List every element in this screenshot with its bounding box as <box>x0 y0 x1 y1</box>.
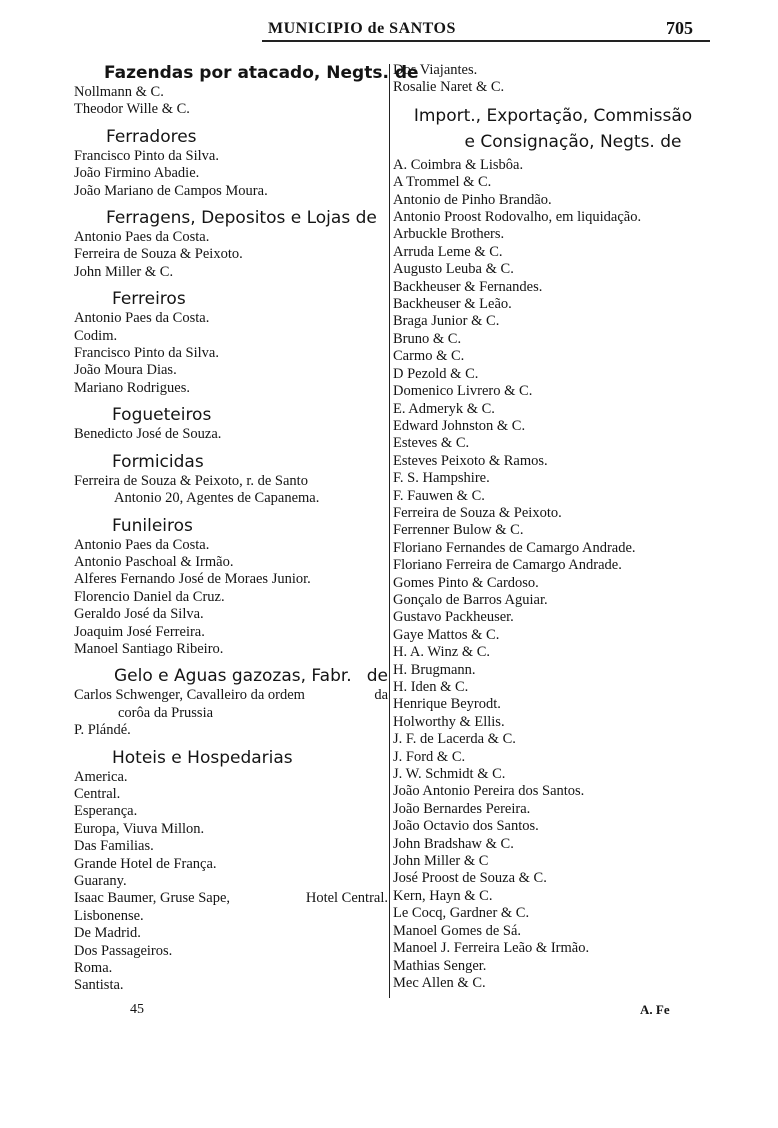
list-item: Le Cocq, Gardner & C. <box>393 905 530 922</box>
list-item: H. Brugmann. <box>393 661 476 678</box>
list-item: Codim. <box>74 327 118 344</box>
list-item: João Antonio Pereira dos Santos. <box>393 783 585 800</box>
list-item: Esteves Peixoto & Ramos. <box>393 452 548 469</box>
section-fogueteiros <box>74 404 388 443</box>
list-item: Florencio Daniel da Cruz. <box>74 588 225 605</box>
section-heading: Funileiros <box>112 515 193 536</box>
list-item: Manoel Santiago Ribeiro. <box>74 640 224 657</box>
section-fazendas <box>74 62 419 119</box>
list-item: Henrique Beyrodt. <box>393 696 501 713</box>
list-item: J. F. de Lacerda & C. <box>393 731 516 748</box>
list-item: Backheuser & Fernandes. <box>393 278 543 295</box>
list-item: Ferreira de Souza & Peixoto, r. de Santo <box>74 472 308 489</box>
list-item: Braga Junior & C. <box>393 313 500 330</box>
section-hoteis <box>74 747 388 995</box>
list-item: Kern, Hayn & C. <box>393 887 493 904</box>
list-item: Manoel Gomes de Sá. <box>393 922 522 939</box>
list-item: Dos Passageiros. <box>74 942 173 959</box>
signature-mark: 45 <box>130 1002 144 1017</box>
list-item <box>74 890 388 907</box>
list-item: America. <box>74 768 128 785</box>
list-item: Antonio Proost Rodovalho, em liquidação. <box>393 209 642 226</box>
left-column <box>74 62 419 995</box>
list-item: Central. <box>74 785 121 802</box>
list-item: Francisco Pinto da Silva. <box>74 345 219 362</box>
section-heading: Ferradores <box>106 126 197 147</box>
list-item: Esperança. <box>74 803 138 820</box>
list-item: Gustavo Packheuser. <box>393 609 514 626</box>
section-heading-line2: e Consignação, Negts. de <box>464 131 682 152</box>
list-item: Antonio Paschoal & Irmão. <box>74 553 234 570</box>
list-item: Joaquim José Ferreira. <box>74 623 205 640</box>
list-item: Rosalie Naret & C. <box>393 79 505 96</box>
list-item: Geraldo José da Silva. <box>74 606 204 623</box>
list-item: Bruno & C. <box>393 330 462 347</box>
list-item <box>74 687 388 704</box>
list-item: John Bradshaw & C. <box>393 835 514 852</box>
list-item: Gaye Mattos & C. <box>393 626 500 643</box>
catchword: A. Fe <box>640 1002 670 1017</box>
section-ferreiros <box>74 288 388 397</box>
list-item-text: Carlos Schwenger, Cavalleiro da ordem <box>74 687 305 704</box>
section-gelo <box>74 665 388 739</box>
list-item: Antonio Paes da Costa. <box>74 310 210 327</box>
list-item: John Miller & C. <box>74 263 174 280</box>
list-item: Ferreira de Souza & Peixoto. <box>74 246 243 263</box>
list-item: João Mariano de Campos Moura. <box>74 182 268 199</box>
section-heading: Hoteis e Hospedarias <box>112 747 293 768</box>
section-ferragens <box>74 207 388 281</box>
list-item: João Bernardes Pereira. <box>393 800 531 817</box>
list-item: Mariano Rodrigues. <box>74 379 190 396</box>
list-item: A Trommel & C. <box>393 174 492 191</box>
list-item: Arruda Leme & C. <box>393 243 503 260</box>
section-heading-line1: Import., Exportação, Commissão <box>413 105 693 126</box>
section-ferradores <box>74 126 388 200</box>
list-item: Roma. <box>74 960 113 977</box>
list-item: João Octavio dos Santos. <box>393 818 539 835</box>
list-item: Antonio Paes da Costa. <box>74 229 210 246</box>
section-heading-text: Gelo e Aguas gazozas, Fabr. <box>114 666 352 687</box>
import-export-list <box>393 157 713 993</box>
list-item: H. A. Winz & C. <box>393 644 491 661</box>
list-item: Mathias Senger. <box>393 957 487 974</box>
list-item: Floriano Ferreira de Camargo Andrade. <box>393 557 622 574</box>
section-heading: Ferragens, Depositos e Lojas de <box>106 208 377 229</box>
list-item: Guarany. <box>74 873 127 889</box>
list-item: Manoel J. Ferreira Leão & Irmão. <box>393 940 590 957</box>
list-item: Esteves & C. <box>393 435 470 452</box>
list-item: J. W. Schmidt & C. <box>393 766 506 783</box>
section-heading <box>74 665 388 687</box>
list-item: A. Coimbra & Lisbôa. <box>393 156 524 173</box>
list-item: Francisco Pinto da Silva. <box>74 147 219 164</box>
list-item: H. Iden & C. <box>393 679 469 695</box>
list-item: João Moura Dias. <box>74 362 177 379</box>
list-item: Benedicto José de Souza. <box>74 426 222 443</box>
list-item-suffix: Hotel Central. <box>305 890 388 907</box>
page-number: 705 <box>666 18 693 38</box>
list-item: Gomes Pinto & Cardoso. <box>393 574 539 591</box>
list-item-text: Isaac Baumer, Gruse Sape, <box>74 890 231 907</box>
list-item: Alferes Fernando José de Moraes Junior. <box>74 571 311 588</box>
column-divider <box>389 64 390 998</box>
list-item: Ferreira de Souza & Peixoto. <box>393 504 562 521</box>
list-item: F. Fauwen & C. <box>393 487 485 504</box>
list-item: Floriano Fernandes de Camargo Andrade. <box>393 539 636 556</box>
section-formicidas <box>74 451 388 508</box>
section-heading: Fogueteiros <box>112 405 212 426</box>
list-item-continuation: corôa da Prussia <box>118 704 214 721</box>
list-item: Mec Allen & C. <box>393 974 486 991</box>
list-item: Augusto Leuba & C. <box>393 261 514 278</box>
right-column <box>393 62 713 992</box>
list-item: José Proost de Souza & C. <box>393 870 547 887</box>
list-item: Arbuckle Brothers. <box>393 226 505 243</box>
list-item: John Miller & C <box>393 853 489 870</box>
list-item: Das Familias. <box>74 838 154 855</box>
list-item: D Pezold & C. <box>393 365 479 382</box>
list-item: João Firmino Abadie. <box>74 165 200 182</box>
list-item: Antonio Paes da Costa. <box>74 536 210 553</box>
list-item: Antonio de Pinho Brandão. <box>393 191 552 208</box>
header-rule <box>262 40 710 42</box>
list-item: Domenico Livrero & C. <box>393 383 533 400</box>
list-item-continuation: Antonio 20, Agentes de Capanema. <box>114 490 320 507</box>
list-item: Theodor Wille & C. <box>74 101 190 118</box>
list-item: Backheuser & Leão. <box>393 296 512 313</box>
list-item: Europa, Viuva Millon. <box>74 820 205 837</box>
list-item-suffix: da <box>374 687 388 704</box>
list-item: Edward Johnston & C. <box>393 417 526 434</box>
list-item: Carmo & C. <box>393 348 465 365</box>
list-item: J. Ford & C. <box>393 748 466 765</box>
list-item: F. S. Hampshire. <box>393 470 490 487</box>
list-item: Holworthy & Ellis. <box>393 713 505 730</box>
list-item: Nollmann & C. <box>74 84 164 100</box>
list-item: Gonçalo de Barros Aguiar. <box>393 591 548 608</box>
section-heading-suffix: de <box>366 666 388 687</box>
list-item: Grande Hotel de França. <box>74 855 217 872</box>
list-item: Dos Viajantes. <box>393 62 478 78</box>
list-item: De Madrid. <box>74 925 141 942</box>
section-heading: Fazendas por atacado, Negts. de <box>104 63 419 83</box>
list-item: Lisbonense. <box>74 907 144 924</box>
section-heading: Formicidas <box>112 451 204 472</box>
list-item: Ferrenner Bulow & C. <box>393 522 524 539</box>
section-heading: Ferreiros <box>112 289 186 310</box>
list-item: E. Admeryk & C. <box>393 400 495 417</box>
list-item: P. Plándé. <box>74 722 131 739</box>
list-item: Santista. <box>74 977 124 994</box>
section-funileiros <box>74 515 388 659</box>
page-title: MUNICIPIO de SANTOS <box>268 20 456 37</box>
